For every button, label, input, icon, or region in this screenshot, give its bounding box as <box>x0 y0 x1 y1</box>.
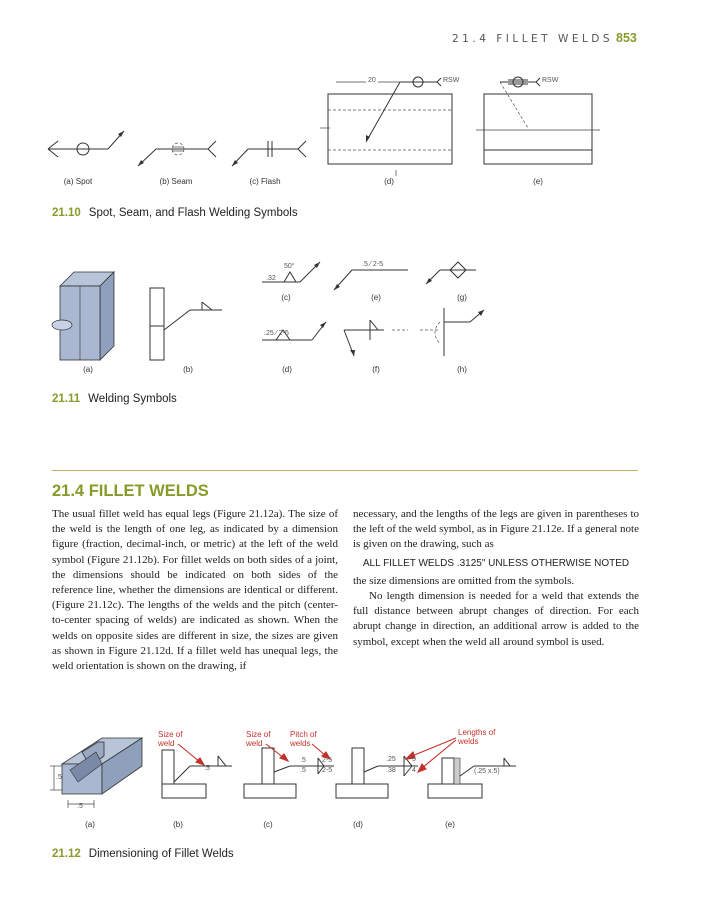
fig-21-11-label-g: (g) <box>457 293 467 302</box>
fig-21-10-label-b: (b) Seam <box>159 177 193 186</box>
fig-d-top: .25 <box>386 756 396 763</box>
page-number: 853 <box>616 31 637 45</box>
fig-d-dim: 20 <box>368 77 376 84</box>
fig-21-10-label-e: (e) <box>533 177 543 186</box>
fig-c-angle: 50° <box>284 263 295 270</box>
fig-21-11-label-h: (h) <box>457 365 467 374</box>
fig-b-size: .5 <box>204 765 210 772</box>
figure-number: 21.10 <box>52 207 81 219</box>
fig-d-rsw: RSW <box>443 77 460 84</box>
callout-lengths-of-welds: Lengths of welds <box>458 728 496 746</box>
fig-c-top: .5 <box>300 757 306 764</box>
callout-size-of-weld-c: Size of weld <box>246 730 271 748</box>
fillet-c-drawing <box>244 748 334 798</box>
running-header: 21.4 FILLET WELDS <box>452 33 614 45</box>
fillet-weld-3d <box>50 738 142 808</box>
callout-size-of-weld-b: Size of weld <box>158 730 183 748</box>
fig-21-10-label-a: (a) Spot <box>63 177 93 186</box>
fig-21-10-label-d: (d) <box>384 177 394 186</box>
caption-text: Dimensioning of Fillet Welds <box>88 848 234 860</box>
fig-21-11-label-b: (b) <box>183 365 193 374</box>
fig-21-11-label-c: (c) <box>281 293 291 302</box>
section-title: 21.4 FILLET WELDS <box>52 482 209 500</box>
fillet-d-drawing <box>336 748 418 798</box>
fillet-e-drawing <box>428 758 516 798</box>
caption-text: Welding Symbols <box>88 393 177 405</box>
fig-21-12-label-d: (d) <box>353 820 363 829</box>
body-paragraph: The usual fillet weld has equal legs (Figure 21.12a). The size of the weld is the length of one leg, as indicated by a dimension figure (fraction, decimal-inch, or metric) at the left of the weld symbol (Figure 21.12b). For fillet welds on both sides of a joint, the dimensions should be indicated on both sides of the reference line, whether the dimensions are identical or different. (Figure 21.12c). The lengths of the welds and the pitch (center-to-center spacing of welds) are indicated as shown. When the welds on opposite sides are different in size, the sizes are given as shown in Figure 21.12d. If a fillet weld has unequal legs, the weld orientation is shown on the drawing, if <box>52 508 338 673</box>
fig-21-11-label-f: (f) <box>372 365 380 374</box>
fillet-b-drawing <box>162 750 232 798</box>
fig-21-11-label-d: (d) <box>282 365 292 374</box>
fig-e-dims: .5 ⁄ 2-5 <box>362 261 384 268</box>
figure-21-12-caption <box>52 848 234 860</box>
fig-d-dims: .25 ⁄ 2-5 <box>264 330 289 337</box>
general-note: ALL FILLET WELDS .3125" UNLESS OTHERWISE NOTED <box>362 557 630 569</box>
fig-21-11-label-a: (a) <box>83 365 93 374</box>
fig-d-bot: .38 <box>386 767 396 774</box>
body-paragraph: necessary, and the lengths of the legs are given in parentheses to the left of the weld symbol, as in Figure 21.12e. If a general note is given on the drawing, such as <box>353 508 639 551</box>
figure-number: 21.12 <box>52 848 81 860</box>
fig-e-top: 5 <box>412 756 416 763</box>
fig-21-11-label-e: (e) <box>371 293 381 302</box>
body-paragraph: the size dimensions are omitted from the symbols. <box>353 574 575 587</box>
fig-c-bot: .5 <box>300 767 306 774</box>
fig-21-12-label-b: (b) <box>173 820 183 829</box>
fig-a-dim-v: .5 <box>56 774 62 781</box>
fig-c-size: .32 <box>266 275 276 282</box>
fig-c-top-len: 2-5 <box>322 757 333 764</box>
fig-21-10-label-c: (c) Flash <box>249 177 281 186</box>
figure-number: 21.11 <box>52 393 81 405</box>
caption-text: Spot, Seam, and Flash Welding Symbols <box>88 207 298 219</box>
body-paragraph: No length dimension is needed for a weld that extends the full distance between abrupt changes of direction. For each abrupt change in direction, an additional arrow is added to the symbol, except when the weld all around symbol is used. <box>353 590 639 648</box>
fig-e-bot: 4 <box>412 767 416 774</box>
fig-21-12-label-c: (c) <box>263 820 273 829</box>
fig-a-dim-h: .5 <box>77 803 83 810</box>
fig-21-12-label-a: (a) <box>85 820 95 829</box>
fig-21-12-label-e: (e) <box>445 820 455 829</box>
fig-e-dims: (.25 x.5) <box>474 768 500 775</box>
fig-c-bot-len: 2-5 <box>322 767 333 774</box>
callout-pitch-of-welds: Pitch of welds <box>290 730 317 748</box>
fig-e-rsw: RSW <box>542 77 559 84</box>
